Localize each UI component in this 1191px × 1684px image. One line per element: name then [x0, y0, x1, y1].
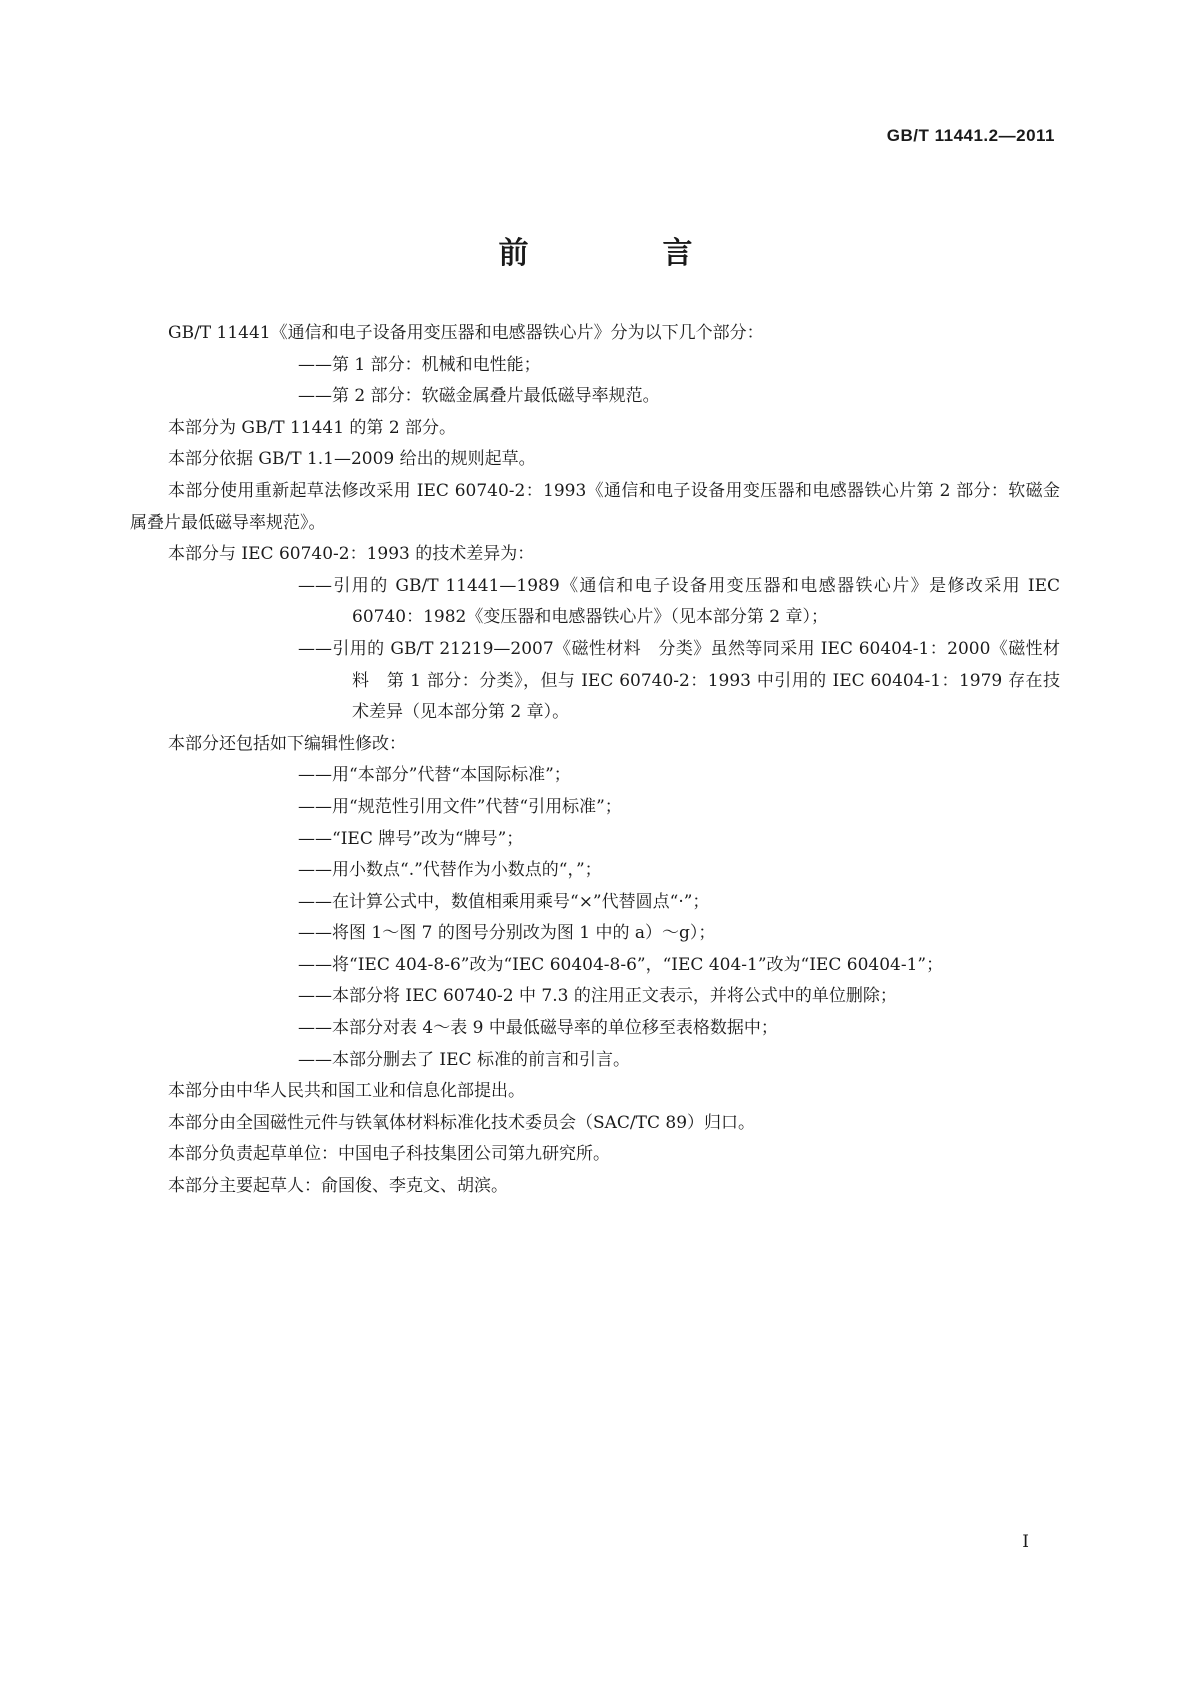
list-item: ——用“规范性引用文件”代替“引用标准”；	[298, 796, 622, 817]
list-item: ——将“IEC 404-8-6”改为“IEC 60404-8-6”，“IEC 404-1”改为“IEC 60404-1”；	[298, 954, 944, 975]
paragraph: 本部分主要起草人：俞国俊、李克文、胡滨。	[168, 1176, 508, 1197]
list-item: ——用“本部分”代替“本国际标准”；	[298, 765, 571, 786]
list-item: ——第 2 部分：软磁金属叠片最低磁导率规范。	[298, 386, 660, 407]
paragraph: 本部分由全国磁性元件与铁氧体材料标准化技术委员会（SAC/TC 89）归口。	[168, 1112, 756, 1133]
list-item: ——在计算公式中，数值相乘用乘号“×”代替圆点“·”；	[298, 891, 710, 912]
paragraph: 本部分负责起草单位：中国电子科技集团公司第九研究所。	[168, 1144, 610, 1165]
list-item: ——将图 1～图 7 的图号分别改为图 1 中的 a）～g）；	[298, 923, 716, 944]
list-item: ——引用的 GB/T 21219—2007《磁性材料 分类》虽然等同采用 IEC 60404-1：2000《磁性材料 第 1 部分：分类》，但与 IEC 60740-2：1993 中引用的 IEC 60404-1：1979 存在技术差异（见本部分第 2 章）。	[298, 638, 1060, 723]
page-number: I	[1022, 1532, 1029, 1552]
list-item: ——用小数点“.”代替作为小数点的“，”；	[298, 860, 602, 881]
paragraph: 本部分与 IEC 60740-2：1993 的技术差异为：	[168, 544, 535, 565]
list-item: ——本部分删去了 IEC 标准的前言和引言。	[298, 1049, 630, 1070]
standard-code: GB/T 11441.2—2011	[886, 126, 1055, 145]
paragraph: 本部分依据 GB/T 1.1—2009 给出的规则起草。	[168, 449, 536, 470]
page-title: 前 言	[498, 236, 745, 271]
list-item: ——引用的 GB/T 11441—1989《通信和电子设备用变压器和电感器铁心片》是修改采用 IEC 60740：1982《变压器和电感器铁心片》（见本部分第 2 章）；	[298, 575, 1060, 628]
paragraph: 本部分由中华人民共和国工业和信息化部提出。	[168, 1081, 525, 1102]
paragraph: 本部分还包括如下编辑性修改：	[168, 733, 406, 754]
list-item: ——“IEC 牌号”改为“牌号”；	[298, 828, 524, 849]
list-item: ——本部分将 IEC 60740-2 中 7.3 的注用正文表示，并将公式中的单位删除；	[298, 986, 897, 1007]
paragraph: GB/T 11441《通信和电子设备用变压器和电感器铁心片》分为以下几个部分：	[168, 323, 764, 343]
paragraph: 本部分使用重新起草法修改采用 IEC 60740-2：1993《通信和电子设备用变压器和电感器铁心片第 2 部分：软磁金属叠片最低磁导率规范》。	[130, 480, 1060, 533]
list-item: ——本部分对表 4～表 9 中最低磁导率的单位移至表格数据中；	[298, 1018, 778, 1039]
foreword-body	[130, 318, 1060, 1203]
paragraph: 本部分为 GB/T 11441 的第 2 部分。	[168, 417, 457, 438]
list-item: ——第 1 部分：机械和电性能；	[298, 354, 541, 375]
